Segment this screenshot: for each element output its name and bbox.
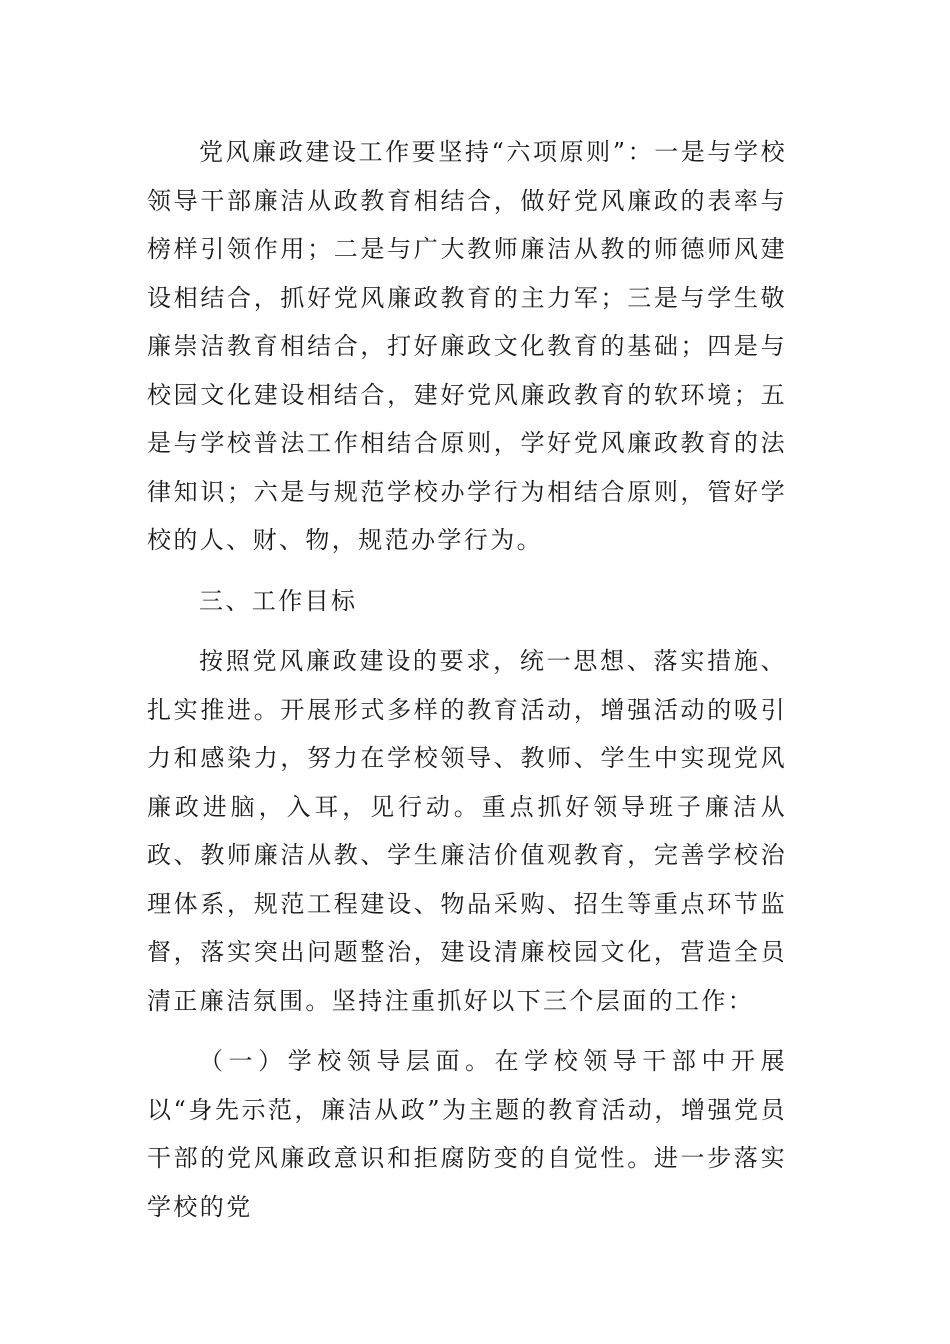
document-body — [147, 128, 787, 1231]
paragraph-principles: 党风廉政建设工作要坚持“六项原则”：一是与学校领导干部廉洁从政教育相结合，做好党风廉政的表率与榜样引领作用；二是与广大教师廉洁从教的师德师风建设相结合，抓好党风廉政教育的主力军；三是与学生敬廉崇洁教育相结合，打好廉政文化教育的基础；四是与校园文化建设相结合，建好党风廉政教育的软环境；五是与学校普法工作相结合原则，学好党风廉政教育的法律知识；六是与规范学校办学行为相结合原则，管好学校的人、财、物，规范办学行为。 — [147, 138, 787, 554]
paragraph-work-goals: 按照党风廉政建设的要求，统一思想、落实措施、扎实推进。开展形式多样的教育活动，增强活动的吸引力和感染力，努力在学校领导、教师、学生中实现党风廉政进脑，入耳，见行动。重点抓好领导班子廉洁从政、教师廉洁从教、学生廉洁价值观教育，完善学校治理体系，规范工程建设、物品采购、招生等重点环节监督，落实突出问题整治，建设清廉校园文化，营造全员清正廉洁氛围。坚持注重抓好以下三个层面的工作： — [147, 647, 787, 1015]
section-heading-work-goals: 三、工作目标 — [199, 586, 358, 615]
paragraph-school-leadership: （一）学校领导层面。在学校领导干部中开展以“身先示范，廉洁从政”为主题的教育活动，增强党员干部的党风廉政意识和拒腐防变的自觉性。进一步落实学校的党 — [147, 1047, 787, 1221]
